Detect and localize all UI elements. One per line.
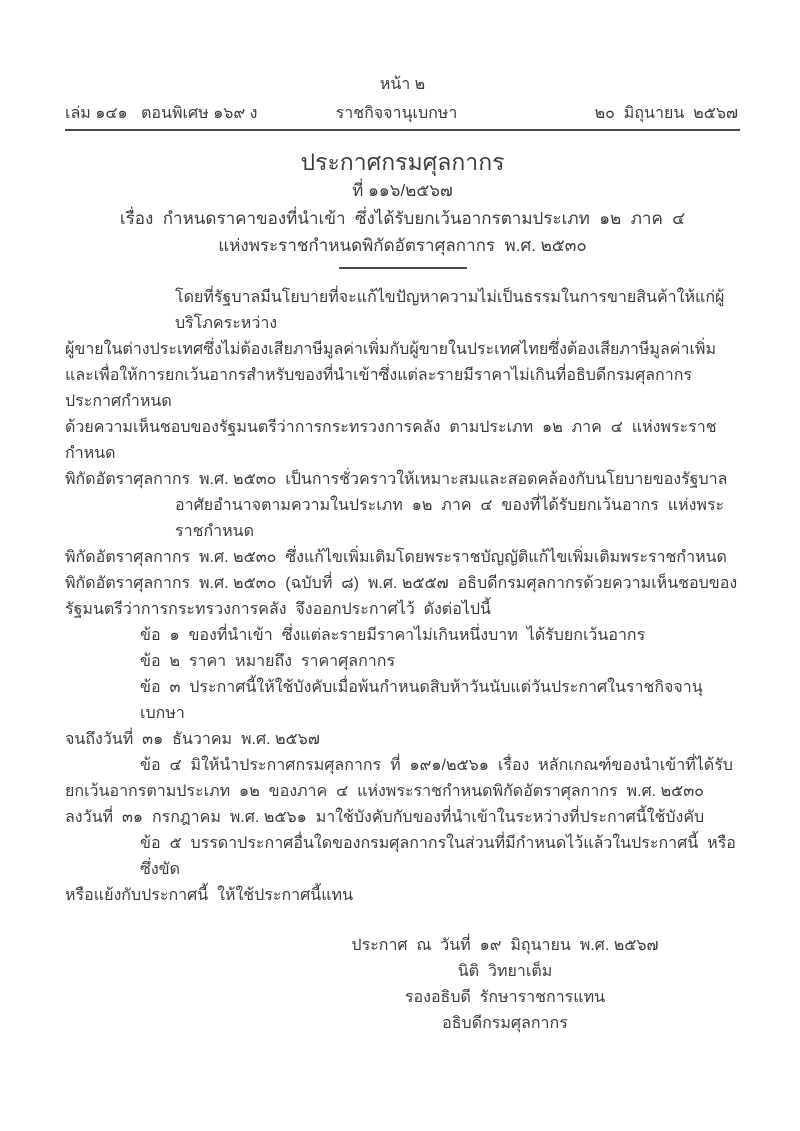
body-line: พิกัดอัตราศุลกากร พ.ศ. ๒๕๓๐ (ฉบับที่ ๘) พ.ศ. ๒๕๕๗ อธิบดีกรมศุลกากรด้วยความเห็นชอบของ [65,575,738,592]
gazette-name: ราชกิจจานุเบกษา [335,105,458,122]
gazette-date: ๒๐ มิถุนายน ๒๕๖๗ [594,105,738,122]
body-line: ข้อ ๒ ราคา หมายถึง ราคาศุลกากร [140,653,396,670]
announcement-title-block [65,147,740,269]
body-line: ยกเว้นอากรตามประเภท ๑๒ ของภาค ๔ แห่งพระราชกำหนดพิกัดอัตราศุลกากร พ.ศ. ๒๕๓๐ [65,783,704,800]
title-divider-rule [339,267,467,269]
announcement-subject-line-2: แห่งพระราชกำหนดพิกัดอัตราศุลกากร พ.ศ. ๒๕๓๐ [218,236,587,255]
announcement-title: ประกาศกรมศุลกากร [300,149,505,175]
signature-date-line: ประกาศ ณ วันที่ ๑๙ มิถุนายน พ.ศ. ๒๕๖๗ [351,937,659,954]
body-line: ข้อ ๓ ประกาศนี้ให้ใช้บังคับเมื่อพ้นกำหนดสิบห้าวันนับแต่วันประกาศในราชกิจจานุเบกษา [140,679,703,722]
body-line: รัฐมนตรีว่าการกระทรวงการคลัง จึงออกประกาศไว้ ดังต่อไปนี้ [65,601,491,618]
header-divider-rule [65,129,740,131]
body-line: โดยที่รัฐบาลมีนโยบายที่จะแก้ไขปัญหาความไม่เป็นธรรมในการขายสินค้าให้แก่ผู้บริโภคระหว่าง [175,289,725,332]
signature-block [335,933,675,1037]
body-line: ผู้ขายในต่างประเทศซึ่งไม่ต้องเสียภาษีมูลค่าเพิ่มกับผู้ขายในประเทศไทยซึ่งต้องเสียภาษีมูลค่าเพิ่ม [65,341,717,358]
signatory-name: นิติ วิทยาเต็ม [457,963,553,980]
body-line: ข้อ ๔ มิให้นำประกาศกรมศุลกากร ที่ ๑๙๑/๒๕๖๑ เรื่อง หลักเกณฑ์ของนำเข้าที่ได้รับ [140,757,733,774]
body-line: หรือแย้งกับประกาศนี้ ให้ใช้ประกาศนี้แทน [65,887,354,904]
body-line: ลงวันที่ ๓๑ กรกฎาคม พ.ศ. ๒๕๖๑ มาใช้บังคับกับของที่นำเข้าในระหว่างที่ประกาศนี้ใช้บังคับ [65,809,705,826]
volume-issue-label: เล่ม ๑๔๑ ตอนพิเศษ ๑๖๙ ง [65,105,258,122]
announcement-subject-line-1: เรื่อง กำหนดราคาของที่นำเข้า ซึ่งได้รับยกเว้นอากรตามประเภท ๑๒ ภาค ๔ [119,209,686,228]
page-number-label: หน้า ๒ [379,76,426,93]
body-line: อาศัยอำนาจตามความในประเภท ๑๒ ภาค ๔ ของที่ได้รับยกเว้นอากร แห่งพระราชกำหนด [175,497,725,540]
signatory-position-line-2: อธิบดีกรมศุลกากร [442,1015,568,1032]
body-line: ด้วยความเห็นชอบของรัฐมนตรีว่าการกระทรวงการคลัง ตามประเภท ๑๒ ภาค ๔ แห่งพระราชกำหนด [65,419,717,462]
body-line: จนถึงวันที่ ๓๑ ธันวาคม พ.ศ. ๒๕๖๗ [65,731,320,748]
body-line: พิกัดอัตราศุลกากร พ.ศ. ๒๕๓๐ ซึ่งแก้ไขเพิ่มเติมโดยพระราชบัญญัติแก้ไขเพิ่มเติมพระราชกำหนด [65,549,727,566]
announcement-number: ที่ ๑๑๖/๒๕๖๗ [352,181,453,200]
body-line: พิกัดอัตราศุลกากร พ.ศ. ๒๕๓๐ เป็นการชั่วคราวให้เหมาะสมและสอดคล้องกับนโยบายของรัฐบาล [65,471,728,488]
signatory-position-line-1: รองอธิบดี รักษาราชการแทน [404,989,606,1006]
body-line: ข้อ ๑ ของที่นำเข้า ซึ่งแต่ละรายมีราคาไม่เกินหนึ่งบาท ได้รับยกเว้นอากร [140,627,646,644]
announcement-body [65,285,740,909]
body-line: และเพื่อให้การยกเว้นอากรสำหรับของที่นำเข้าซึ่งแต่ละรายมีราคาไม่เกินที่อธิบดีกรมศุลกากรประกาศกำหนด [65,367,692,410]
gazette-header-row [65,105,740,123]
body-line: ข้อ ๕ บรรดาประกาศอื่นใดของกรมศุลกากรในส่วนที่มีกำหนดไว้แล้วในประกาศนี้ หรือซึ่งขัด [140,835,736,878]
